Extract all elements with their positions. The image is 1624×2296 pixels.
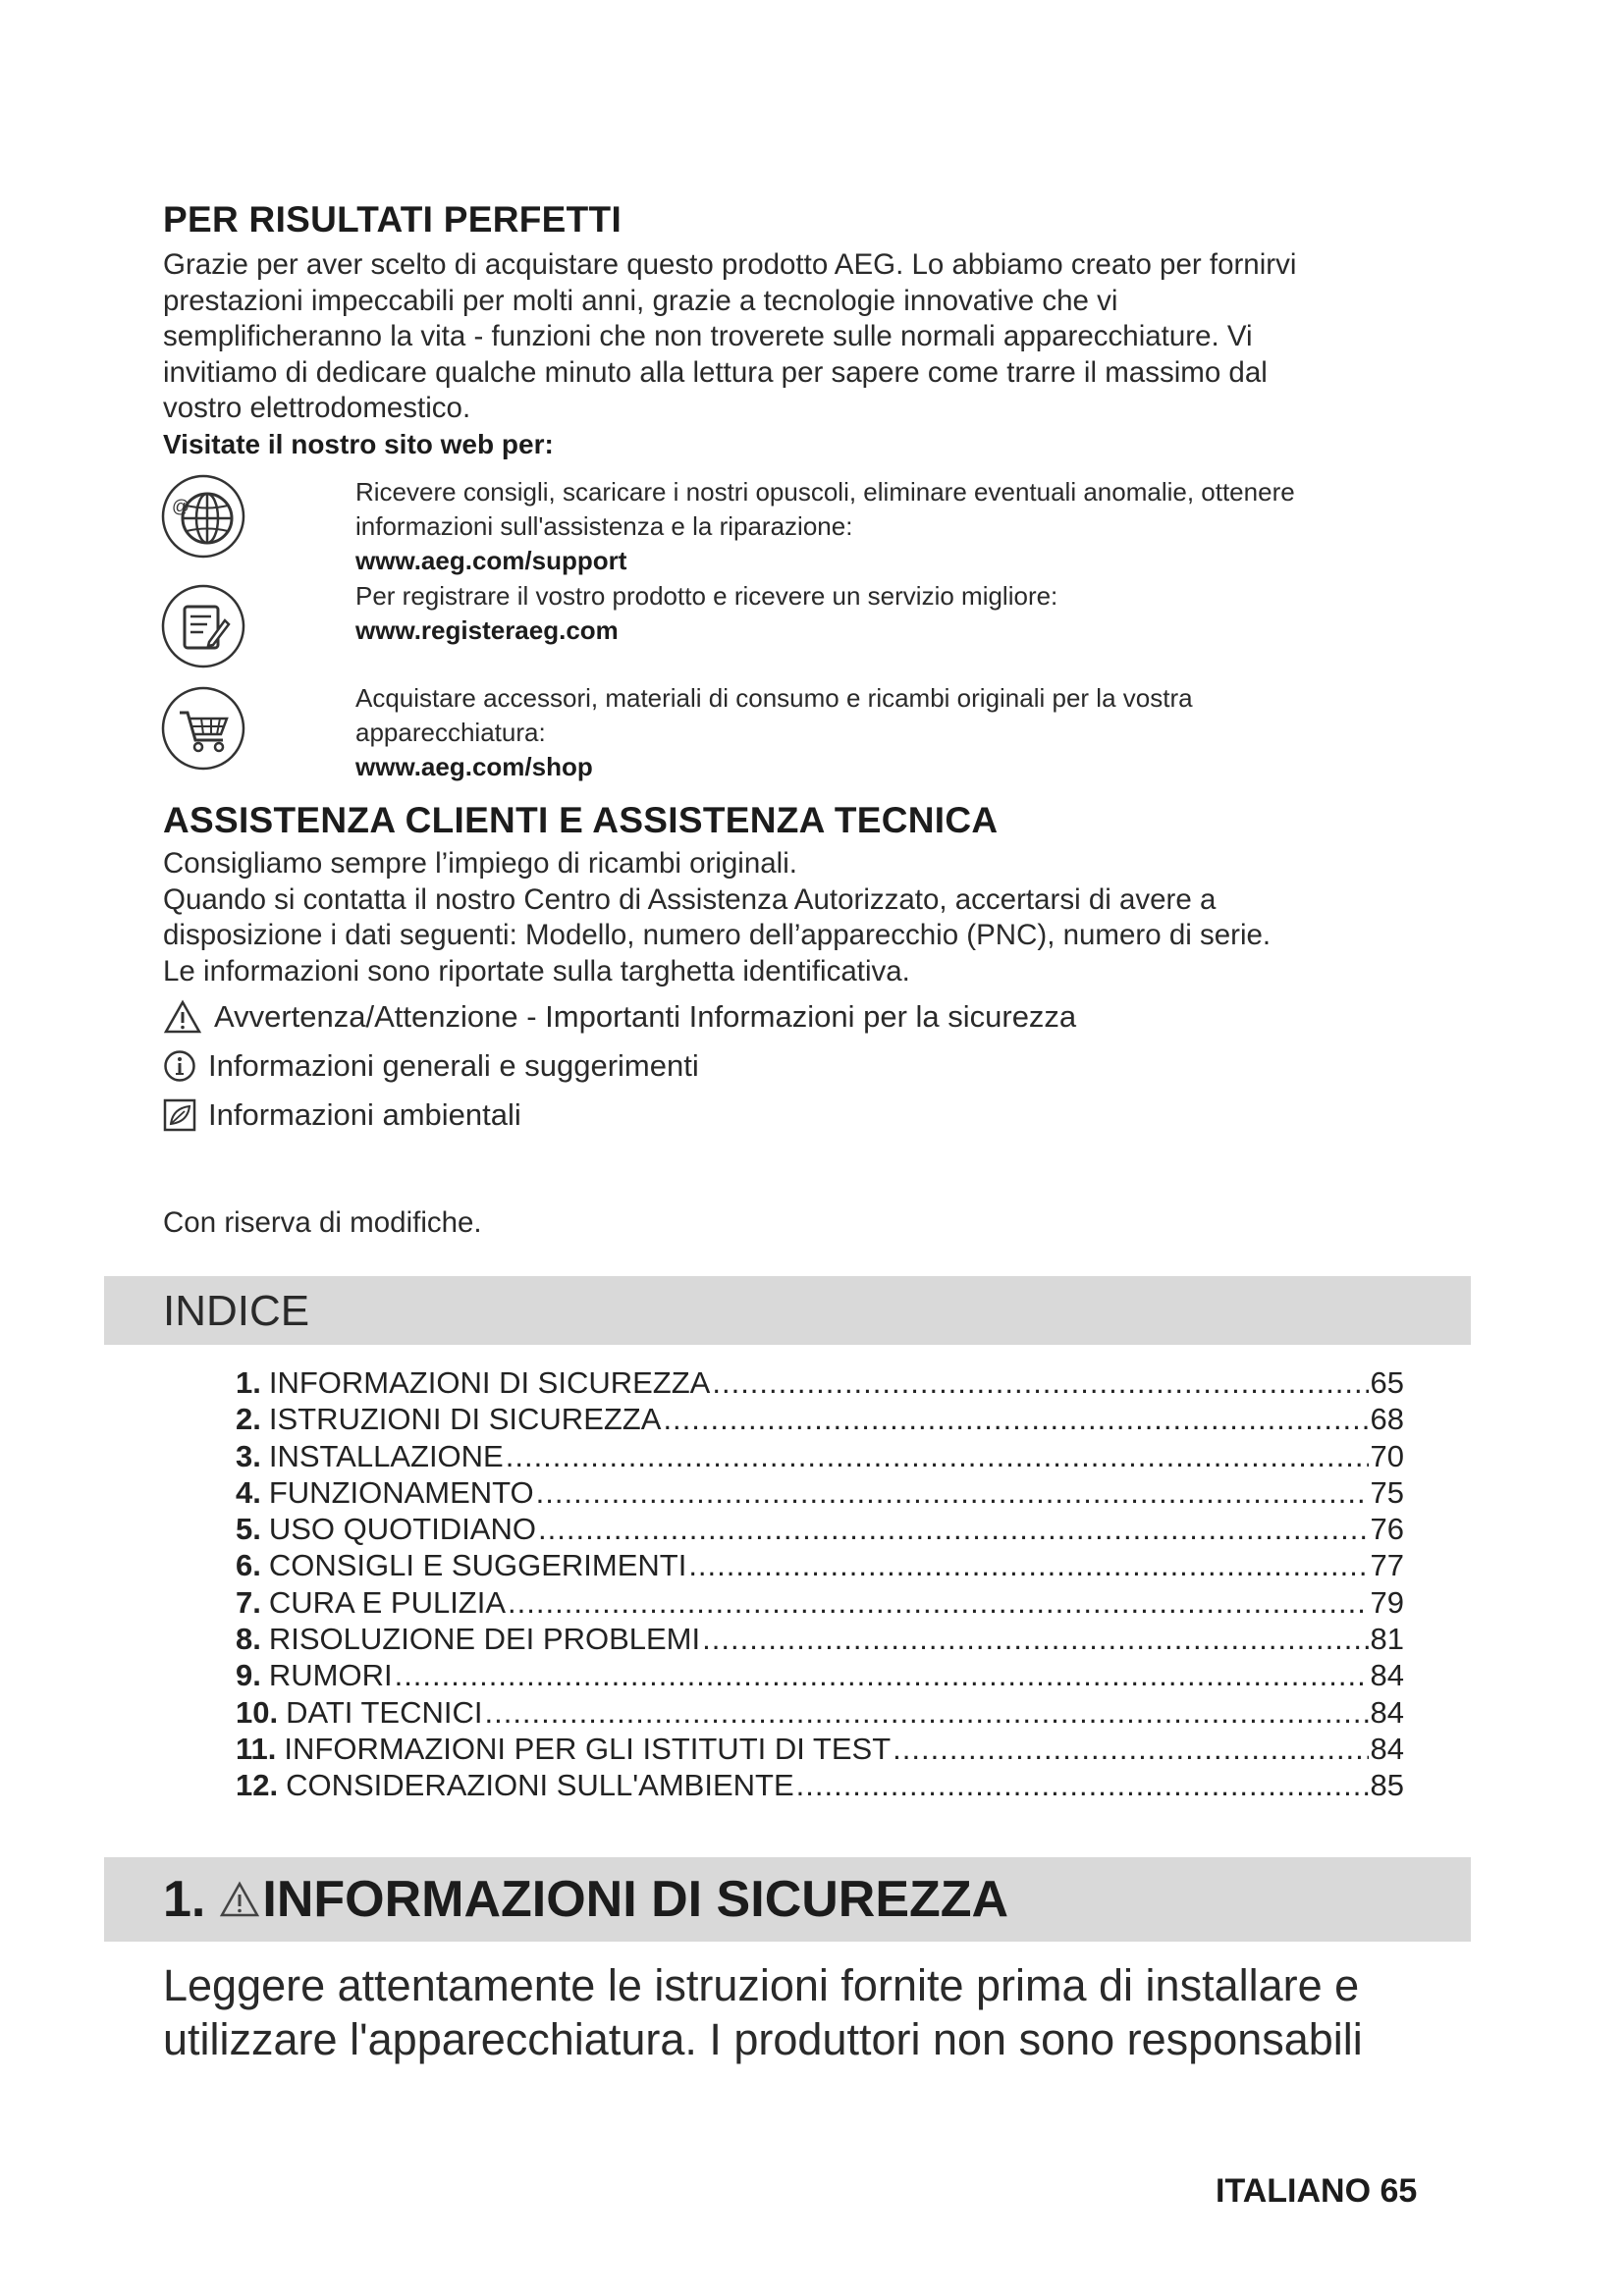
toc-row[interactable]: [236, 1767, 1404, 1803]
intro-line: invitiamo di dedicare qualche minuto alla lettura per sapere come trarre il massimo dal: [163, 355, 1268, 389]
info-icon: [163, 1049, 196, 1083]
section1-paragraph: [163, 1958, 1363, 2066]
toc-number: 6.: [236, 1548, 261, 1583]
toc-leader-dots: [712, 1364, 1368, 1401]
web-item-register: [355, 579, 1057, 648]
warning-icon: [219, 1881, 260, 1918]
section1-line: utilizzare l'apparecchiatura. I produttori non sono responsabili: [163, 2014, 1363, 2064]
web-item-support: [355, 475, 1295, 578]
toc-title: INFORMAZIONI PER GLI ISTITUTI DI TEST: [284, 1731, 892, 1766]
toc-number: 9.: [236, 1658, 261, 1693]
support-link[interactable]: www.aeg.com/support: [355, 546, 627, 575]
section1-number: 1.: [163, 1871, 206, 1928]
toc-title: CONSIGLI E SUGGERIMENTI: [268, 1548, 687, 1583]
legend-warning-text: Avvertenza/Attenzione - Importanti Informazioni per la sicurezza: [214, 999, 1077, 1034]
globe-icon: [160, 473, 246, 564]
toc-title: RUMORI: [268, 1658, 393, 1693]
toc-page-number: 84: [1370, 1658, 1404, 1693]
toc-row[interactable]: [236, 1584, 1404, 1621]
toc-leader-dots: [663, 1401, 1368, 1437]
toc-page-number: 84: [1370, 1694, 1404, 1730]
toc-title: RISOLUZIONE DEI PROBLEMI: [268, 1622, 701, 1657]
legend-environment: [163, 1097, 521, 1133]
toc-title: DATI TECNICI: [286, 1694, 483, 1730]
toc-page-number: 79: [1370, 1584, 1404, 1620]
section1-line: Leggere attentamente le istruzioni fornite prima di installare e: [163, 1960, 1360, 2010]
shop-link[interactable]: www.aeg.com/shop: [355, 752, 593, 781]
assistance-line: Quando si contatta il nostro Centro di Assistenza Autorizzato, accertarsi di avere a: [163, 882, 1217, 916]
web-item-text: apparecchiatura:: [355, 718, 546, 747]
toc-row[interactable]: [236, 1657, 1404, 1693]
toc-number: 10.: [236, 1694, 279, 1730]
toc-row[interactable]: [236, 1401, 1404, 1437]
toc-leader-dots: [506, 1438, 1369, 1474]
section1-heading: [163, 1870, 1008, 1929]
toc-leader-dots: [395, 1657, 1369, 1693]
intro-paragraph: [163, 247, 1296, 427]
register-link[interactable]: www.registeraeg.com: [355, 615, 619, 645]
index-title: INDICE: [163, 1287, 310, 1335]
toc-page-number: 70: [1370, 1438, 1404, 1473]
toc-title: INSTALLAZIONE: [268, 1438, 504, 1473]
register-icon: [160, 583, 246, 674]
toc-number: 11.: [236, 1731, 277, 1766]
toc-page-number: 68: [1370, 1402, 1404, 1437]
toc-row[interactable]: [236, 1474, 1404, 1511]
toc-row[interactable]: [236, 1621, 1404, 1657]
toc-page-number: 81: [1370, 1622, 1404, 1657]
assistance-line: disposizione i dati seguenti: Modello, numero dell’apparecchio (PNC), numero di serie.: [163, 919, 1272, 951]
toc-title: CURA E PULIZIA: [268, 1584, 507, 1620]
assistance-title: ASSISTENZA CLIENTI E ASSISTENZA TECNICA: [163, 800, 999, 840]
toc-row[interactable]: [236, 1731, 1404, 1767]
legend-info-text: Informazioni generali e suggerimenti: [208, 1048, 699, 1083]
legend-environment-text: Informazioni ambientali: [208, 1097, 521, 1132]
visit-label: Visitate il nostro sito web per:: [163, 429, 554, 459]
page-footer: ITALIANO 65: [1216, 2172, 1418, 2210]
toc-leader-dots: [688, 1547, 1368, 1583]
toc-row[interactable]: [236, 1364, 1404, 1401]
toc-page-number: 76: [1370, 1512, 1404, 1547]
table-of-contents: [236, 1364, 1404, 1804]
toc-title: FUNZIONAMENTO: [268, 1474, 534, 1510]
reservation-note: Con riserva di modifiche.: [163, 1206, 482, 1239]
toc-row[interactable]: [236, 1547, 1404, 1583]
toc-number: 4.: [236, 1474, 261, 1510]
toc-leader-dots: [796, 1767, 1369, 1803]
toc-leader-dots: [538, 1511, 1369, 1547]
toc-leader-dots: [536, 1474, 1369, 1511]
toc-title: USO QUOTIDIANO: [268, 1512, 536, 1547]
intro-title: PER RISULTATI PERFETTI: [163, 199, 623, 240]
toc-page-number: 65: [1370, 1365, 1404, 1400]
toc-title: ISTRUZIONI DI SICUREZZA: [268, 1402, 662, 1437]
toc-title: INFORMAZIONI DI SICUREZZA: [268, 1365, 711, 1400]
intro-line: Grazie per aver scelto di acquistare questo prodotto AEG. Lo abbiamo creato per fornirvi: [163, 248, 1297, 281]
toc-number: 1.: [236, 1365, 261, 1400]
shopping-cart-icon: [160, 685, 246, 776]
toc-page-number: 85: [1370, 1768, 1404, 1803]
web-item-shop: [355, 681, 1193, 784]
toc-number: 5.: [236, 1512, 261, 1547]
svg-text:@: @: [172, 497, 190, 516]
toc-leader-dots: [484, 1694, 1368, 1731]
toc-leader-dots: [508, 1584, 1368, 1621]
toc-page-number: 84: [1370, 1731, 1404, 1766]
toc-row[interactable]: [236, 1438, 1404, 1474]
toc-title: CONSIDERAZIONI SULL'AMBIENTE: [286, 1768, 794, 1803]
toc-leader-dots: [702, 1621, 1368, 1657]
toc-page-number: 77: [1370, 1548, 1404, 1583]
toc-row[interactable]: [236, 1694, 1404, 1731]
toc-row[interactable]: [236, 1511, 1404, 1547]
web-item-text: Ricevere consigli, scaricare i nostri opuscoli, eliminare eventuali anomalie, ottenere: [355, 477, 1295, 507]
toc-number: 7.: [236, 1584, 261, 1620]
toc-number: 2.: [236, 1402, 261, 1437]
toc-number: 3.: [236, 1438, 261, 1473]
web-item-text: informazioni sull'assistenza e la riparazione:: [355, 511, 853, 541]
web-item-text: Per registrare il vostro prodotto e ricevere un servizio migliore:: [355, 581, 1058, 611]
intro-line: semplificheranno la vita - funzioni che non troverete sulle normali apparecchiature. Vi: [163, 320, 1253, 352]
assistance-line: Le informazioni sono riportate sulla targhetta identificativa.: [163, 954, 910, 988]
web-item-text: Acquistare accessori, materiali di consumo e ricambi originali per la vostra: [355, 683, 1193, 713]
intro-line: vostro elettrodomestico.: [163, 392, 471, 424]
assistance-paragraph: [163, 846, 1271, 989]
assistance-line: Consigliamo sempre l’impiego di ricambi originali.: [163, 847, 797, 880]
toc-leader-dots: [893, 1731, 1368, 1767]
warning-icon: [163, 999, 202, 1035]
toc-page-number: 75: [1370, 1474, 1404, 1510]
toc-number: 12.: [236, 1768, 279, 1803]
intro-line: prestazioni impeccabili per molti anni, grazie a tecnologie innovative che vi: [163, 284, 1118, 317]
environment-icon: [163, 1098, 196, 1132]
section1-title: INFORMAZIONI DI SICUREZZA: [262, 1871, 1009, 1928]
legend-warning: [163, 999, 1076, 1035]
toc-number: 8.: [236, 1622, 261, 1657]
legend-info: [163, 1048, 699, 1084]
